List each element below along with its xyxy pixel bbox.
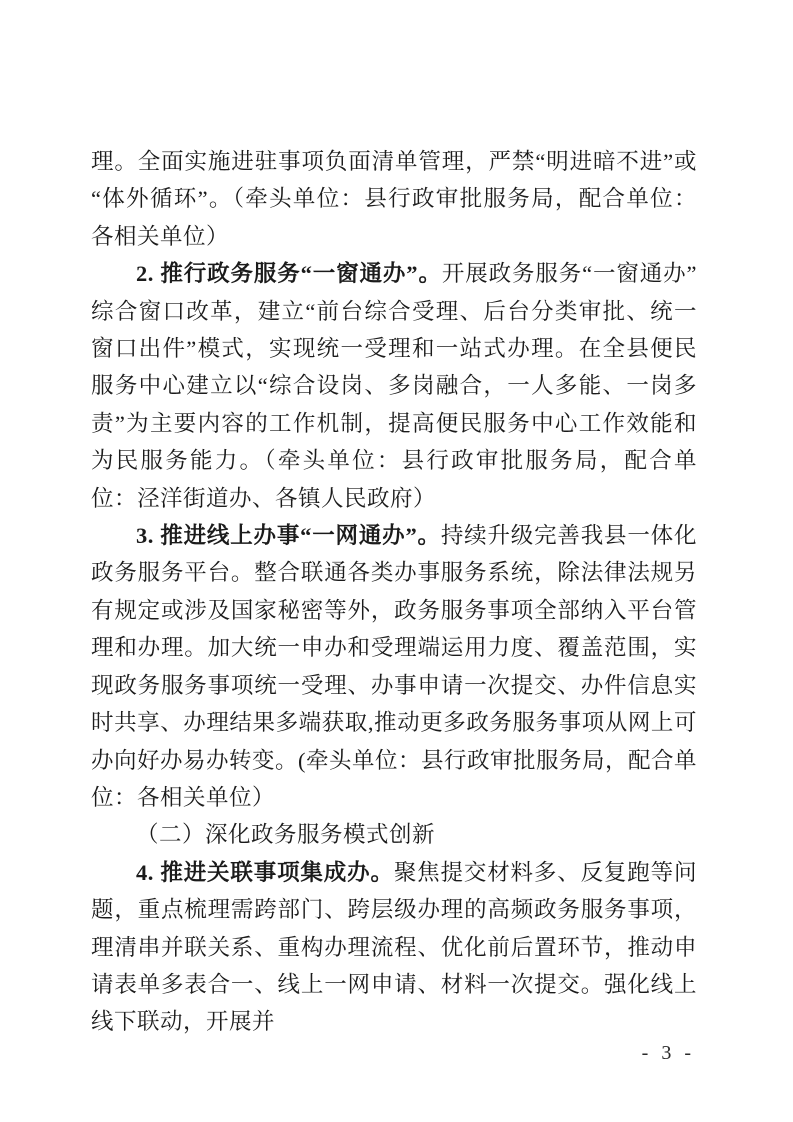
paragraph-continuation: 理。全面实施进驻事项负面清单管理，严禁“明进暗不进”或“体外循环”。（牵头单位：县行政审批服务局，配合单位：各相关单位） xyxy=(91,149,697,249)
paragraph-2-body: 开展政务服务“一窗通办”综合窗口改革，建立“前台综合受理、后台分类审批、统一窗口出件”模式，实现统一受理和一站式办理。在全县便民服务中心建立以“综合设岗、多岗融合，一人多能、一岗多责”为主要内容的工作机制，提高便民服务中心工作效能和为民服务能力。（牵头单位：县行政审批服务局，配合单位：泾洋街道办、各镇人民政府） xyxy=(91,261,697,511)
paragraph-3-lead: 3. 推进线上办事“一网通办”。 xyxy=(136,523,441,549)
paragraph-2-lead: 2. 推行政务服务“一窗通办”。 xyxy=(136,261,442,287)
paragraph-3-body: 持续升级完善我县一体化政务服务平台。整合联通各类办事服务系统，除法律法规另有规定或涉及国家秘密等外，政务服务事项全部纳入平台管理和办理。加大统一申办和受理端运用力度、覆盖范围，实现政务服务事项统一受理、办事申请一次提交、办件信息实时共享、办理结果多端获取,推动更多政务服务事项从网上可办向好办易办转变。(牵头单位：县行政审批服务局，配合单位：各相关单位） xyxy=(91,523,697,810)
paragraph-4-body: 聚焦提交材料多、反复跑等问题，重点梳理需跨部门、跨层级办理的高频政务服务事项，理清串并联关系、重构办理流程、优化前后置环节，推动申请表单多表合一、线上一网申请、材料一次提交。强化线上线下联动，开展并 xyxy=(91,859,697,1035)
paragraph-4 xyxy=(91,854,697,1041)
paragraph-4-lead: 4. 推进关联事项集成办。 xyxy=(136,859,394,885)
paragraph-2 xyxy=(91,255,697,517)
paragraph-3 xyxy=(91,517,697,816)
page-number: - 3 - xyxy=(641,1042,695,1064)
section-heading: （二）深化政务服务模式创新 xyxy=(136,822,436,848)
document-body xyxy=(91,143,697,1041)
